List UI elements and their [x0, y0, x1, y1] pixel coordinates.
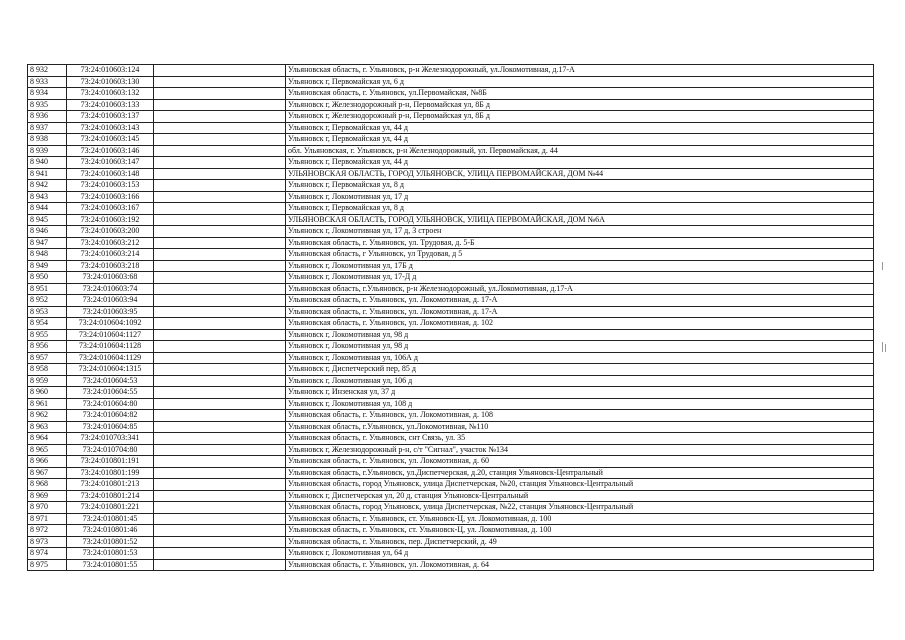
table-row — [28, 456, 874, 468]
table-row — [28, 203, 874, 215]
address-cell: Ульяновск г, Локомотивная ул, 17 д, 3 строен — [286, 226, 874, 238]
table-row — [28, 65, 874, 77]
empty-cell — [154, 548, 286, 560]
empty-cell — [154, 502, 286, 514]
address-cell: Ульяновск г, Первомайская ул, 44 д — [286, 157, 874, 169]
empty-cell — [154, 410, 286, 422]
registry-table — [27, 64, 874, 571]
row-number-cell: 8 932 — [28, 65, 67, 77]
empty-cell — [154, 364, 286, 376]
cadastral-number-cell: 73:24:010603:166 — [67, 191, 154, 203]
empty-cell — [154, 444, 286, 456]
address-cell: Ульяновск г, Диспетчерская ул, 20 д, станция Ульяновск-Центральный — [286, 490, 874, 502]
empty-cell — [154, 421, 286, 433]
table-row — [28, 375, 874, 387]
address-cell: Ульяновская область, город Ульяновск, улица Диспетчерская, №22, станция Ульяновск-Центральный — [286, 502, 874, 514]
address-cell: Ульяновская область, г. Ульяновск, ст. Ульяновск-Ц, ул. Локомотивная, д. 100 — [286, 525, 874, 537]
table-row — [28, 111, 874, 123]
row-number-cell: 8 942 — [28, 180, 67, 192]
row-number-cell: 8 953 — [28, 306, 67, 318]
address-cell: Ульяновск г, Первомайская ул, 44 д — [286, 122, 874, 134]
address-cell: Ульяновск г, Железнодорожный р-н, с/т "Сигнал", участок №134 — [286, 444, 874, 456]
cadastral-number-cell: 73:24:010604:85 — [67, 421, 154, 433]
address-cell: Ульяновск г, Локомотивная ул, 17 д — [286, 191, 874, 203]
empty-cell — [154, 479, 286, 491]
row-number-cell: 8 958 — [28, 364, 67, 376]
cadastral-number-cell: 73:24:010604:1129 — [67, 352, 154, 364]
empty-cell — [154, 76, 286, 88]
row-number-cell: 8 966 — [28, 456, 67, 468]
cadastral-number-cell: 73:24:010603:146 — [67, 145, 154, 157]
table-row — [28, 433, 874, 445]
address-cell: Ульяновск г, Локомотивная ул, 98 д — [286, 329, 874, 341]
table-row — [28, 421, 874, 433]
table-row — [28, 467, 874, 479]
row-number-cell: 8 937 — [28, 122, 67, 134]
empty-cell — [154, 122, 286, 134]
row-number-cell: 8 938 — [28, 134, 67, 146]
empty-cell — [154, 525, 286, 537]
cadastral-number-cell: 73:24:010604:1128 — [67, 341, 154, 353]
row-number-cell: 8 970 — [28, 502, 67, 514]
address-cell: УЛЬЯНОВСКАЯ ОБЛАСТЬ, ГОРОД УЛЬЯНОВСК, УЛИЦА ПЕРВОМАЙСКАЯ, ДОМ №6А — [286, 214, 874, 226]
cadastral-number-cell: 73:24:010603:214 — [67, 249, 154, 261]
row-number-cell: 8 961 — [28, 398, 67, 410]
cadastral-number-cell: 73:24:010603:145 — [67, 134, 154, 146]
cadastral-number-cell: 73:24:010603:137 — [67, 111, 154, 123]
address-cell: УЛЬЯНОВСКАЯ ОБЛАСТЬ, ГОРОД УЛЬЯНОВСК, УЛИЦА ПЕРВОМАЙСКАЯ, ДОМ №44 — [286, 168, 874, 180]
table-row — [28, 283, 874, 295]
row-number-cell: 8 954 — [28, 318, 67, 330]
table-row — [28, 249, 874, 261]
cadastral-number-cell: 73:24:010801:52 — [67, 536, 154, 548]
table-row — [28, 410, 874, 422]
table-row — [28, 237, 874, 249]
row-number-cell: 8 941 — [28, 168, 67, 180]
address-cell: Ульяновская область, г Ульяновск, ул Трудовая, д 5 — [286, 249, 874, 261]
empty-cell — [154, 559, 286, 571]
cadastral-number-cell: 73:24:010801:45 — [67, 513, 154, 525]
address-cell: обл. Ульяновская, г. Ульяновск, р-н Железнодорожный, ул. Первомайская, д. 44 — [286, 145, 874, 157]
address-cell: Ульяновск г, Локомотивная ул, 106А д — [286, 352, 874, 364]
address-cell: Ульяновск г, Инзенская ул, 37 д — [286, 387, 874, 399]
empty-cell — [154, 467, 286, 479]
row-number-cell: 8 943 — [28, 191, 67, 203]
table-row — [28, 180, 874, 192]
row-number-cell: 8 959 — [28, 375, 67, 387]
empty-cell — [154, 306, 286, 318]
table-row — [28, 502, 874, 514]
table-row — [28, 295, 874, 307]
table-row — [28, 329, 874, 341]
empty-cell — [154, 352, 286, 364]
cadastral-number-cell: 73:24:010603:95 — [67, 306, 154, 318]
cadastral-number-cell: 73:24:010801:213 — [67, 479, 154, 491]
address-cell: Ульяновская область, г. Ульяновск, ст. Ульяновск-Ц, ул. Локомотивная, д. 100 — [286, 513, 874, 525]
row-number-cell: 8 967 — [28, 467, 67, 479]
table-row — [28, 88, 874, 100]
address-cell: Ульяновская область, г. Ульяновск, ул. Локомотивная, д. 102 — [286, 318, 874, 330]
empty-cell — [154, 513, 286, 525]
margin-mark — [882, 342, 883, 352]
table-row — [28, 226, 874, 238]
row-number-cell: 8 936 — [28, 111, 67, 123]
table-row — [28, 352, 874, 364]
cadastral-number-cell: 73:24:010603:147 — [67, 157, 154, 169]
cadastral-number-cell: 73:24:010801:214 — [67, 490, 154, 502]
cadastral-number-cell: 73:24:010603:192 — [67, 214, 154, 226]
cadastral-number-cell: 73:24:010604:55 — [67, 387, 154, 399]
table-row — [28, 318, 874, 330]
row-number-cell: 8 957 — [28, 352, 67, 364]
empty-cell — [154, 111, 286, 123]
row-number-cell: 8 939 — [28, 145, 67, 157]
empty-cell — [154, 398, 286, 410]
table-row — [28, 157, 874, 169]
address-cell: Ульяновская область, г. Ульяновск, пер. Диспетчерский, д. 49 — [286, 536, 874, 548]
table-row — [28, 134, 874, 146]
table-row — [28, 364, 874, 376]
table-row — [28, 145, 874, 157]
cadastral-number-cell: 73:24:010604:1092 — [67, 318, 154, 330]
table-row — [28, 76, 874, 88]
address-cell: Ульяновская область, г. Ульяновск, ул.Первомайская, №8Б — [286, 88, 874, 100]
empty-cell — [154, 329, 286, 341]
table-row — [28, 444, 874, 456]
row-number-cell: 8 971 — [28, 513, 67, 525]
empty-cell — [154, 237, 286, 249]
address-cell: Ульяновская область, г. Ульяновск, ул. Локомотивная, д. 60 — [286, 456, 874, 468]
row-number-cell: 8 950 — [28, 272, 67, 284]
address-cell: Ульяновск г, Локомотивная ул, 17-Д д — [286, 272, 874, 284]
address-cell: Ульяновская область, г.Ульяновск, р-н Железнодорожный, ул.Локомотивная, д.17-А — [286, 283, 874, 295]
address-cell: Ульяновск г, Первомайская ул, 44 д — [286, 134, 874, 146]
address-cell: Ульяновск г, Локомотивная ул, 17Б д — [286, 260, 874, 272]
empty-cell — [154, 433, 286, 445]
cadastral-number-cell: 73:24:010603:218 — [67, 260, 154, 272]
address-cell: Ульяновская область, г. Ульяновск, ул. Локомотивная, д. 64 — [286, 559, 874, 571]
address-cell: Ульяновск г, Локомотивная ул, 106 д — [286, 375, 874, 387]
address-cell: Ульяновск г, Локомотивная ул, 64 д — [286, 548, 874, 560]
address-cell: Ульяновская область, г.Ульяновск, ул.Локомотивная, №110 — [286, 421, 874, 433]
row-number-cell: 8 952 — [28, 295, 67, 307]
row-number-cell: 8 968 — [28, 479, 67, 491]
cadastral-number-cell: 73:24:010703:341 — [67, 433, 154, 445]
row-number-cell: 8 955 — [28, 329, 67, 341]
address-cell: Ульяновск г, Первомайская ул, 6 д — [286, 76, 874, 88]
empty-cell — [154, 283, 286, 295]
address-cell: Ульяновск г, Железнодорожный р-н, Первомайская ул, 8Б д — [286, 111, 874, 123]
table-row — [28, 306, 874, 318]
table-row — [28, 536, 874, 548]
cadastral-number-cell: 73:24:010603:200 — [67, 226, 154, 238]
table-row — [28, 214, 874, 226]
cadastral-number-cell: 73:24:010603:74 — [67, 283, 154, 295]
empty-cell — [154, 226, 286, 238]
cadastral-number-cell: 73:24:010801:55 — [67, 559, 154, 571]
row-number-cell: 8 964 — [28, 433, 67, 445]
empty-cell — [154, 260, 286, 272]
empty-cell — [154, 191, 286, 203]
empty-cell — [154, 490, 286, 502]
address-cell: Ульяновск г, Локомотивная ул, 108 д — [286, 398, 874, 410]
empty-cell — [154, 134, 286, 146]
table-row — [28, 559, 874, 571]
cadastral-number-cell: 73:24:010603:167 — [67, 203, 154, 215]
row-number-cell: 8 947 — [28, 237, 67, 249]
row-number-cell: 8 945 — [28, 214, 67, 226]
table-row — [28, 387, 874, 399]
address-cell: Ульяновская область, г. Ульяновск, ул. Локомотивная, д. 17-А — [286, 306, 874, 318]
address-cell: Ульяновск г, Первомайская ул, 8 д — [286, 203, 874, 215]
row-number-cell: 8 948 — [28, 249, 67, 261]
address-cell: Ульяновская область, г. Ульяновск, ул. Трудовая, д. 5-Б — [286, 237, 874, 249]
cadastral-number-cell: 73:24:010801:46 — [67, 525, 154, 537]
row-number-cell: 8 944 — [28, 203, 67, 215]
empty-cell — [154, 272, 286, 284]
row-number-cell: 8 965 — [28, 444, 67, 456]
row-number-cell: 8 935 — [28, 99, 67, 111]
address-cell: Ульяновская область, город Ульяновск, улица Диспетчерская, №20, станция Ульяновск-Центральный — [286, 479, 874, 491]
table-row — [28, 490, 874, 502]
row-number-cell: 8 949 — [28, 260, 67, 272]
row-number-cell: 8 963 — [28, 421, 67, 433]
address-cell: Ульяновск г, Локомотивная ул, 98 д — [286, 341, 874, 353]
empty-cell — [154, 536, 286, 548]
empty-cell — [154, 168, 286, 180]
margin-mark — [885, 344, 886, 352]
row-number-cell: 8 946 — [28, 226, 67, 238]
row-number-cell: 8 962 — [28, 410, 67, 422]
address-cell: Ульяновск г, Первомайская ул, 8 д — [286, 180, 874, 192]
empty-cell — [154, 341, 286, 353]
cadastral-number-cell: 73:24:010704:80 — [67, 444, 154, 456]
empty-cell — [154, 249, 286, 261]
empty-cell — [154, 387, 286, 399]
cadastral-number-cell: 73:24:010603:153 — [67, 180, 154, 192]
table-row — [28, 191, 874, 203]
cadastral-number-cell: 73:24:010604:1315 — [67, 364, 154, 376]
row-number-cell: 8 934 — [28, 88, 67, 100]
address-cell: Ульяновская область, г.Ульяновск, ул.Диспетчерская, д.20, станция Ульяновск-Центральный — [286, 467, 874, 479]
empty-cell — [154, 375, 286, 387]
address-cell: Ульяновск г, Диспетчерский пер, 85 д — [286, 364, 874, 376]
empty-cell — [154, 318, 286, 330]
table-row — [28, 272, 874, 284]
cadastral-number-cell: 73:24:010604:80 — [67, 398, 154, 410]
cadastral-number-cell: 73:24:010604:1127 — [67, 329, 154, 341]
address-cell: Ульяновская область, г. Ульяновск, р-н Железнодорожный, ул.Локомотивная, д.17-А — [286, 65, 874, 77]
table-row — [28, 341, 874, 353]
empty-cell — [154, 145, 286, 157]
table-row — [28, 525, 874, 537]
cadastral-number-cell: 73:24:010603:143 — [67, 122, 154, 134]
table-row — [28, 479, 874, 491]
table-row — [28, 99, 874, 111]
cadastral-number-cell: 73:24:010603:132 — [67, 88, 154, 100]
row-number-cell: 8 974 — [28, 548, 67, 560]
empty-cell — [154, 214, 286, 226]
row-number-cell: 8 975 — [28, 559, 67, 571]
cadastral-number-cell: 73:24:010603:212 — [67, 237, 154, 249]
address-cell: Ульяновск г, Железнодорожный р-н, Первомайская ул, 8Б д — [286, 99, 874, 111]
row-number-cell: 8 972 — [28, 525, 67, 537]
row-number-cell: 8 969 — [28, 490, 67, 502]
cadastral-number-cell: 73:24:010604:53 — [67, 375, 154, 387]
table-row — [28, 168, 874, 180]
row-number-cell: 8 956 — [28, 341, 67, 353]
cadastral-number-cell: 73:24:010801:191 — [67, 456, 154, 468]
empty-cell — [154, 456, 286, 468]
cadastral-number-cell: 73:24:010603:130 — [67, 76, 154, 88]
cadastral-number-cell: 73:24:010603:124 — [67, 65, 154, 77]
row-number-cell: 8 951 — [28, 283, 67, 295]
empty-cell — [154, 157, 286, 169]
cadastral-number-cell: 73:24:010604:82 — [67, 410, 154, 422]
empty-cell — [154, 203, 286, 215]
cadastral-number-cell: 73:24:010801:199 — [67, 467, 154, 479]
row-number-cell: 8 933 — [28, 76, 67, 88]
cadastral-number-cell: 73:24:010603:94 — [67, 295, 154, 307]
address-cell: Ульяновская область, г. Ульяновск, ул. Локомотивная, д. 108 — [286, 410, 874, 422]
row-number-cell: 8 973 — [28, 536, 67, 548]
row-number-cell: 8 940 — [28, 157, 67, 169]
table-row — [28, 260, 874, 272]
margin-mark — [882, 262, 883, 270]
address-cell: Ульяновская область, г. Ульяновск, снт Связь, ул. 35 — [286, 433, 874, 445]
cadastral-number-cell: 73:24:010603:133 — [67, 99, 154, 111]
table-row — [28, 548, 874, 560]
cadastral-number-cell: 73:24:010603:148 — [67, 168, 154, 180]
empty-cell — [154, 88, 286, 100]
registry-table-body — [28, 65, 874, 571]
empty-cell — [154, 65, 286, 77]
table-row — [28, 122, 874, 134]
cadastral-number-cell: 73:24:010801:53 — [67, 548, 154, 560]
cadastral-number-cell: 73:24:010801:221 — [67, 502, 154, 514]
cadastral-number-cell: 73:24:010603:68 — [67, 272, 154, 284]
empty-cell — [154, 180, 286, 192]
row-number-cell: 8 960 — [28, 387, 67, 399]
address-cell: Ульяновская область, г. Ульяновск, ул. Локомотивная, д. 17-А — [286, 295, 874, 307]
empty-cell — [154, 99, 286, 111]
table-row — [28, 398, 874, 410]
empty-cell — [154, 295, 286, 307]
table-row — [28, 513, 874, 525]
